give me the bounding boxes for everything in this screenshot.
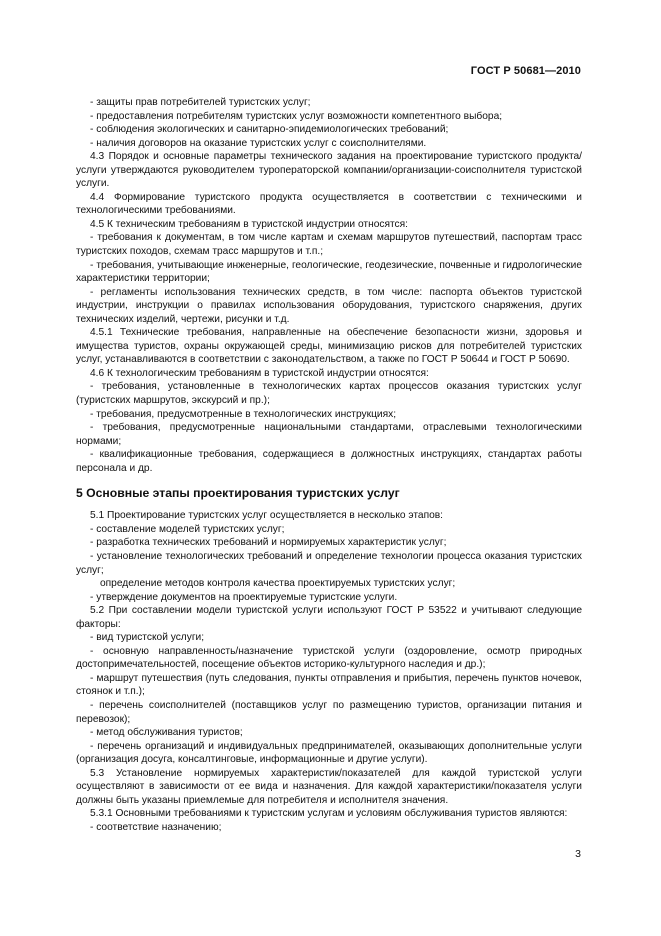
page-number: 3 [575,848,581,860]
paragraph: - маршрут путешествия (путь следования, пункты отправления и прибытия, перечень пунктов ночевок, стоянок и т.п.); [76,672,582,698]
paragraph: - вид туристской услуги; [90,632,205,644]
paragraph: - установление технологических требований и определение технологии процесса оказания туристских услуг; [76,550,582,576]
paragraph: - разработка технических требований и нормируемых характеристик услуг; [90,537,447,549]
paragraph: - требования, установленные в технологических картах процессов оказания туристских услуг (туристских маршрутов, экскурсий и пр.); [76,381,582,407]
paragraph: - требования, предусмотренные национальными стандартами, отраслевыми технологическими нормами; [76,422,582,447]
paragraph: - соответствие назначению; [90,821,222,833]
paragraph: - утверждение документов на проектируемые туристские услуги. [90,591,398,603]
paragraph: - наличия договоров на оказание туристских услуг с соисполнителями. [90,137,427,149]
paragraph: - метод обслуживания туристов; [90,727,243,739]
paragraph: - требования к документам, в том числе картам и схемам маршрутов путешествий, паспортам трасс туристских походов, схемам трасс маршрутов и т.п.; [76,232,582,258]
paragraph: 5.2 При составлении модели туристской услуги используют ГОСТ Р 53522 и учитывают следующие факторы: [76,605,582,630]
paragraph: - перечень организаций и индивидуальных предпринимателей, оказывающих дополнительные услуги (организация досуга, консалтинговые, информационные и другие услуги). [76,740,582,766]
paragraph: - предоставления потребителям туристских услуг возможности компетентного выбора; [90,110,503,122]
paragraph: - регламенты использования технических средств, в том числе: паспорта объектов туристской индустрии, инструкции о правилах использования оборудования, туристского снаряжения, других технических изделий, чертежи, рисунки и т.д. [76,286,582,325]
paragraph: определение методов контроля качества проектируемых туристских услуг; [100,578,456,590]
paragraph: - защиты прав потребителей туристских услуг; [90,97,311,108]
paragraph: - соблюдения экологических и санитарно-эпидемиологических требований; [90,124,449,136]
paragraph: - перечень соисполнителей (поставщиков услуг по размещению туристов, организации питания и перевозок); [76,699,582,725]
section-5-title: 5 Основные этапы проектирования туристских услуг [76,486,400,501]
paragraph: 4.5 К техническим требованиям в туристской индустрии относятся: [90,218,408,230]
section-5-body [76,509,582,834]
paragraph: - составление моделей туристских услуг; [90,523,285,535]
paragraph: - требования, предусмотренные в технологических инструкциях; [90,408,397,420]
paragraph: 4.4 Формирование туристского продукта осуществляется в соответствии с техническими и технологическими требованиями. [76,191,582,217]
paragraph: 4.5.1 Технические требования, направленные на обеспечение безопасности жизни, здоровья и имущества туристов, охраны окружающей среды, минимизацию рисков для потребителей туристских услуг, устанавливаются в соответствии с законодательством, а также по ГОСТ Р 50644 и ГОСТ Р 50690. [76,327,582,366]
paragraph: 4.6 К технологическим требованиям в туристской индустрии относятся: [90,367,429,379]
paragraph: - требования, учитывающие инженерные, геологические, геодезические, почвенные и гидрологические характеристики территории; [76,259,582,285]
paragraph: - квалификационные требования, содержащиеся в должностных инструкциях, стандартах работы персонала и др. [76,449,582,474]
paragraph: 5.3 Установление нормируемых характеристик/показателей для каждой туристской услуги осуществляют в зависимости от ее вида и назначения. Для каждой характеристики/показателя услуги должны быть указаны приемлемые для потребителя и исполнителя значения. [76,767,582,806]
paragraph: 4.3 Порядок и основные параметры технического задания на проектирование туристского продукта/услуги утверждаются руководителем туроператорской компании/организации-соисполнителя туристской услуги. [76,151,582,190]
document-body [76,96,582,834]
paragraph: - основную направленность/назначение туристской услуги (оздоровление, осмотр природных достопримечательностей, посещение объектов историко-культурного наследия и др.); [76,645,582,671]
standard-header: ГОСТ Р 50681—2010 [470,65,581,77]
paragraph: 5.3.1 Основными требованиями к туристским услугам и условиям обслуживания туристов являются: [90,808,568,820]
section-4-continuation [76,96,582,475]
paragraph: 5.1 Проектирование туристских услуг осуществляется в несколько этапов: [90,510,444,522]
